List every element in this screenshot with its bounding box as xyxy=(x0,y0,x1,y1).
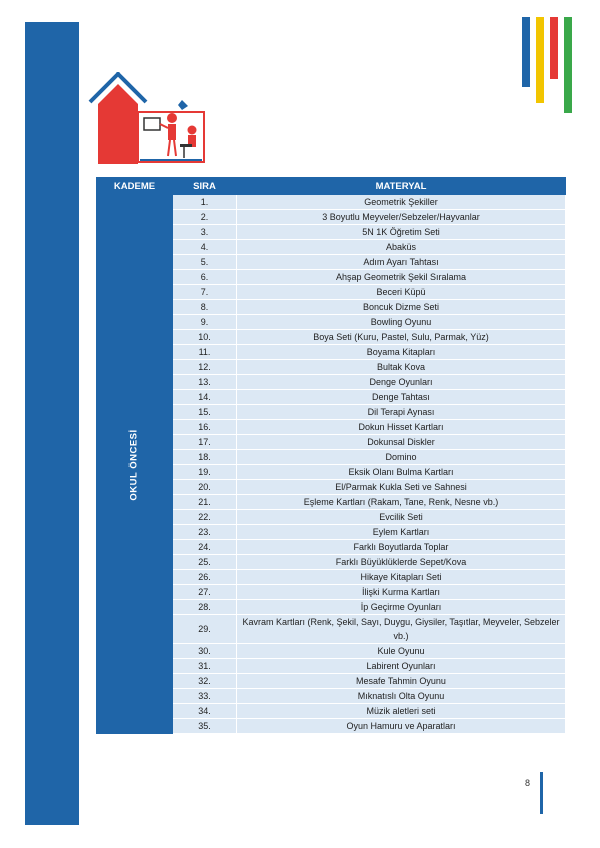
left-decorative-bar xyxy=(25,22,79,825)
materyal-cell: Eşleme Kartları (Rakam, Tane, Renk, Nesne vb.) xyxy=(237,495,566,510)
sira-cell: 13. xyxy=(173,375,237,390)
sira-cell: 7. xyxy=(173,285,237,300)
table-header-row xyxy=(97,178,566,195)
materyal-cell: Kule Oyunu xyxy=(237,644,566,659)
sira-cell: 25. xyxy=(173,555,237,570)
header-materyal: MATERYAL xyxy=(237,178,566,195)
sira-cell: 12. xyxy=(173,360,237,375)
materyal-cell: Dokunsal Diskler xyxy=(237,435,566,450)
sira-cell: 34. xyxy=(173,704,237,719)
sira-cell: 21. xyxy=(173,495,237,510)
sira-cell: 6. xyxy=(173,270,237,285)
materyal-cell: Evcilik Seti xyxy=(237,510,566,525)
materyal-cell: Bowling Oyunu xyxy=(237,315,566,330)
materyal-cell: 5N 1K Öğretim Seti xyxy=(237,225,566,240)
sira-cell: 10. xyxy=(173,330,237,345)
sira-cell: 22. xyxy=(173,510,237,525)
stripe-green xyxy=(564,17,572,113)
sira-cell: 28. xyxy=(173,600,237,615)
sira-cell: 18. xyxy=(173,450,237,465)
materyal-cell: Boncuk Dizme Seti xyxy=(237,300,566,315)
page-number: 8 xyxy=(525,778,531,788)
materyal-cell: Beceri Küpü xyxy=(237,285,566,300)
materyal-cell: Oyun Hamuru ve Aparatları xyxy=(237,719,566,734)
materyal-cell: Denge Tahtası xyxy=(237,390,566,405)
header-sira: SIRA xyxy=(173,178,237,195)
sira-cell: 2. xyxy=(173,210,237,225)
materyal-cell: Dil Terapi Aynası xyxy=(237,405,566,420)
sira-cell: 11. xyxy=(173,345,237,360)
materyal-cell: Ahşap Geometrik Şekil Sıralama xyxy=(237,270,566,285)
sira-cell: 27. xyxy=(173,585,237,600)
stripe-red xyxy=(550,17,558,79)
materyal-cell: Bultak Kova xyxy=(237,360,566,375)
sira-cell: 1. xyxy=(173,195,237,210)
sira-cell: 29. xyxy=(173,615,237,644)
materyal-cell: 3 Boyutlu Meyveler/Sebzeler/Hayvanlar xyxy=(237,210,566,225)
materyal-cell: Domino xyxy=(237,450,566,465)
sira-cell: 23. xyxy=(173,525,237,540)
page-number-tick xyxy=(540,772,543,814)
materyal-cell: Kavram Kartları (Renk, Şekil, Sayı, Duygu, Giysiler, Taşıtlar, Meyveler, Sebzeler vb.) xyxy=(237,615,566,644)
sira-cell: 15. xyxy=(173,405,237,420)
sira-cell: 26. xyxy=(173,570,237,585)
sira-cell: 30. xyxy=(173,644,237,659)
sira-cell: 35. xyxy=(173,719,237,734)
materyal-cell: Hikaye Kitapları Seti xyxy=(237,570,566,585)
materyal-cell: Müzik aletleri seti xyxy=(237,704,566,719)
sira-cell: 14. xyxy=(173,390,237,405)
sira-cell: 9. xyxy=(173,315,237,330)
sira-cell: 32. xyxy=(173,674,237,689)
materyal-cell: Dokun Hisset Kartları xyxy=(237,420,566,435)
materyal-cell: Boyama Kitapları xyxy=(237,345,566,360)
color-stripes xyxy=(522,17,582,117)
sira-cell: 19. xyxy=(173,465,237,480)
materyal-cell: Mesafe Tahmin Oyunu xyxy=(237,674,566,689)
table-body xyxy=(97,195,566,734)
stripe-blue xyxy=(522,17,530,87)
sira-cell: 4. xyxy=(173,240,237,255)
materyal-cell: Adım Ayarı Tahtası xyxy=(237,255,566,270)
sira-cell: 33. xyxy=(173,689,237,704)
materyal-cell: Eylem Kartları xyxy=(237,525,566,540)
sira-cell: 31. xyxy=(173,659,237,674)
sira-cell: 24. xyxy=(173,540,237,555)
sira-cell: 16. xyxy=(173,420,237,435)
materyal-cell: Geometrik Şekiller xyxy=(237,195,566,210)
sira-cell: 17. xyxy=(173,435,237,450)
materyal-cell: Boya Seti (Kuru, Pastel, Sulu, Parmak, Yüz) xyxy=(237,330,566,345)
materyal-cell: Labirent Oyunları xyxy=(237,659,566,674)
materyal-cell: Denge Oyunları xyxy=(237,375,566,390)
stripe-yellow xyxy=(536,17,544,103)
school-teacher-icon xyxy=(88,72,208,167)
sira-cell: 3. xyxy=(173,225,237,240)
materyal-cell: Farklı Boyutlarda Toplar xyxy=(237,540,566,555)
sira-cell: 5. xyxy=(173,255,237,270)
materyal-cell: El/Parmak Kukla Seti ve Sahnesi xyxy=(237,480,566,495)
materyal-cell: İp Geçirme Oyunları xyxy=(237,600,566,615)
materials-table xyxy=(96,177,566,734)
materyal-cell: Mıknatıslı Olta Oyunu xyxy=(237,689,566,704)
materyal-cell: Eksik Olanı Bulma Kartları xyxy=(237,465,566,480)
materyal-cell: Farklı Büyüklüklerde Sepet/Kova xyxy=(237,555,566,570)
header-kademe: KADEME xyxy=(97,178,173,195)
sira-cell: 8. xyxy=(173,300,237,315)
materyal-cell: Abaküs xyxy=(237,240,566,255)
kademe-cell xyxy=(97,195,173,734)
sira-cell: 20. xyxy=(173,480,237,495)
table-row xyxy=(97,195,566,210)
kademe-label: OKUL ÖNCESİ xyxy=(128,428,140,501)
materyal-cell: İlişki Kurma Kartları xyxy=(237,585,566,600)
